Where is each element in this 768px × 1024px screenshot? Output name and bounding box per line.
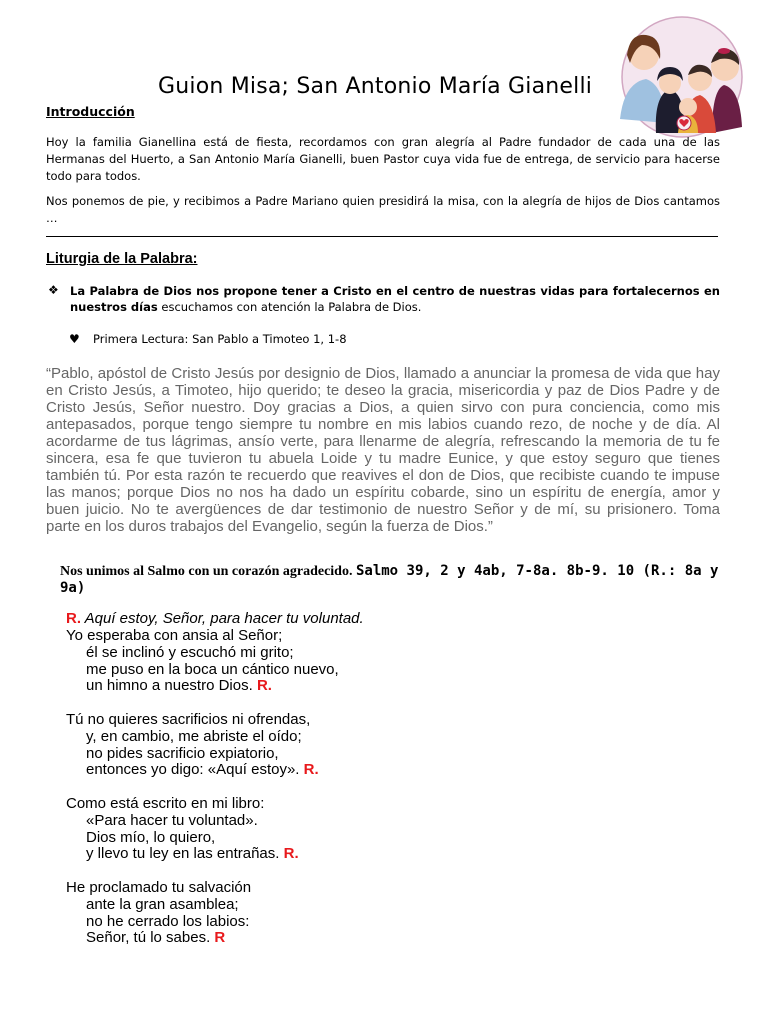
psalm-verse-text: entonces yo digo: «Aquí estoy». bbox=[86, 761, 304, 779]
psalm-verse-final bbox=[66, 846, 299, 863]
page-title: Guion Misa; San Antonio María Gianelli bbox=[158, 74, 593, 99]
first-reading-text: “Pablo, apóstol de Cristo Jesús por designio de Dios, llamado a anunciar la promesa de vida que hay en Cristo Jesús, a Timoteo, hijo querido; te deseo la gracia, misericordia y paz de Dios Padre y de Cristo Jesús, Señor nuestro. Doy gracias a Dios, a quien sirvo con pura conciencia, como mis antepasados, porque tengo siempre tu nombre en mis labios cuando rezo, de noche y de día. Al acordarme de tus lágrimas, ansío verte, para llenarme de alegría, refrescando la memoria de tu fe sincera, esa fe que tuvieron tu abuela Loide y tu madre Eunice, y que estoy seguro que tienes también tú. Por esta razón te recuerdo que reavives el don de Dios, que recibiste cuando te impuse las manos; porque Dios no nos ha dado un espíritu cobarde, sino un espíritu de energía, amor y buen juicio. No te avergüences de dar testimonio de nuestro Señor y de mí, su prisionero. Toma parte en los duros trabajos del Evangelio, según la fuerza de Dios.” bbox=[46, 365, 720, 535]
psalm-stanza-4 bbox=[66, 880, 251, 947]
response-marker: R. bbox=[283, 845, 299, 863]
psalm-stanza-1 bbox=[66, 628, 339, 695]
intro-paragraph-2: Nos ponemos de pie, y recibimos a Padre Mariano quien presidirá la misa, con la alegría de hijos de Dios cantamos … bbox=[46, 194, 720, 225]
psalm-verse: Tú no quieres sacrificios ni ofrendas, bbox=[66, 711, 311, 728]
response-marker: R. bbox=[66, 610, 81, 627]
response-text: Aquí estoy, Señor, para hacer tu voluntad. bbox=[81, 610, 364, 627]
liturgia-bullet-bold: La Palabra de Dios nos propone tener a Cristo en el centro de nuestras vidas para fortalecernos en nuestros días bbox=[70, 284, 720, 314]
psalm-verse-final bbox=[66, 930, 251, 947]
psalm-verse: no pides sacrificio expiatorio, bbox=[86, 744, 279, 762]
response-marker: R. bbox=[256, 677, 272, 695]
psalm-reference: Salmo 39, 2 y 4ab, 7-8a. 8b-9. 10 (R.: 8a y 9a) bbox=[60, 563, 719, 596]
psalm-verse: Yo esperaba con ansia al Señor; bbox=[66, 627, 283, 644]
intro-heading: Introducción bbox=[46, 104, 135, 119]
psalm-verse-text: Señor, tú lo sabes. bbox=[86, 929, 215, 947]
end-marker: R bbox=[214, 929, 226, 947]
heart-bullet-icon: ♥ bbox=[69, 332, 80, 346]
first-reading-label: Primera Lectura: San Pablo a Timoteo 1, 1-8 bbox=[93, 332, 347, 346]
psalm-stanza-2 bbox=[66, 712, 319, 779]
psalm-verse-final bbox=[66, 678, 339, 695]
psalm-verse: Como está escrito en mi libro: bbox=[66, 795, 265, 812]
psalm-intro bbox=[60, 563, 720, 596]
psalm-response bbox=[66, 611, 364, 628]
psalm-verse: y, en cambio, me abriste el oído; bbox=[86, 727, 302, 745]
psalm-verse: He proclamado tu salvación bbox=[66, 879, 252, 896]
psalm-verse: no he cerrado los labios: bbox=[86, 912, 250, 930]
liturgia-bullet-rest: escuchamos con atención la Palabra de Dios. bbox=[157, 300, 422, 314]
psalm-verse-text: y llevo tu ley en las entrañas. bbox=[86, 845, 284, 863]
liturgia-bullet bbox=[70, 283, 720, 315]
intro-paragraph-1: Hoy la familia Gianellina está de fiesta, recordamos con gran alegría al Padre fundador de cada una de las Hermanas del Huerto, a San Antonio María Gianelli, buen Pastor cuya vida fue de entrega, de servicio para hacerse todo para todos. bbox=[46, 135, 720, 183]
liturgia-heading: Liturgia de la Palabra: bbox=[46, 251, 198, 267]
response-marker: R. bbox=[303, 761, 319, 779]
psalm-verse-final bbox=[66, 762, 319, 779]
horizontal-divider bbox=[46, 236, 718, 237]
family-illustration bbox=[612, 15, 752, 139]
psalm-intro-text: Nos unimos al Salmo con un corazón agradecido. bbox=[60, 564, 356, 579]
psalm-verse-text: un himno a nuestro Dios. bbox=[86, 677, 257, 695]
psalm-stanza-3 bbox=[66, 796, 299, 863]
psalm-verse: Dios mío, lo quiero, bbox=[86, 828, 216, 846]
psalm-verse: ante la gran asamblea; bbox=[86, 895, 239, 913]
psalm-verse: «Para hacer tu voluntad». bbox=[86, 811, 258, 829]
psalm-verse: él se inclinó y escuchó mi grito; bbox=[86, 643, 294, 661]
diamond-bullet-icon: ❖ bbox=[48, 283, 59, 297]
psalm-verse: me puso en la boca un cántico nuevo, bbox=[86, 660, 339, 678]
